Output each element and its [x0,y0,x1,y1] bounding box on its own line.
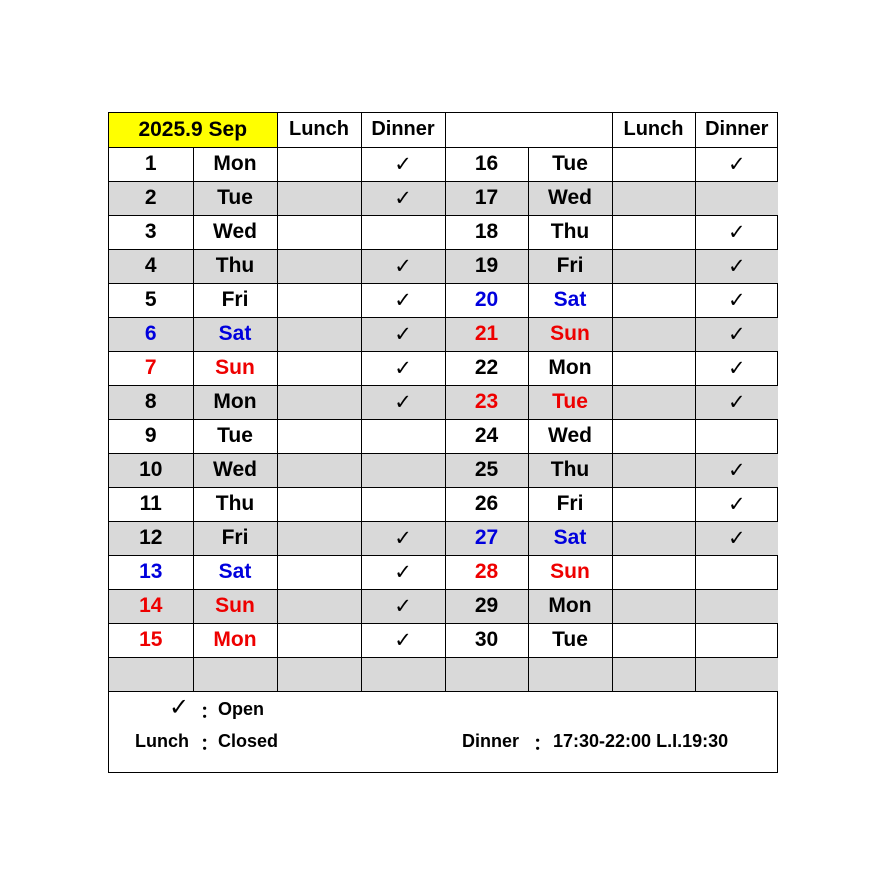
weekday: Wed [528,419,612,453]
table-row [109,351,778,385]
lunch-status [277,385,361,419]
dinner-status [361,419,445,453]
dinner-status: ✓ [695,521,778,555]
dinner-status: ✓ [361,589,445,623]
day-number: 27 [445,521,528,555]
calendar-schedule [108,112,778,773]
day-number: 15 [109,623,193,657]
weekday: Wed [528,181,612,215]
day-number: 3 [109,215,193,249]
header-blank-cell [445,113,528,147]
table-row [109,453,778,487]
dinner-status: ✓ [361,351,445,385]
weekday: Sun [528,555,612,589]
weekday: Mon [193,385,277,419]
lunch-status [277,589,361,623]
dinner-status: ✓ [695,283,778,317]
lunch-status [612,521,695,555]
table-row [109,623,778,657]
dinner-status: ✓ [361,317,445,351]
day-number: 30 [445,623,528,657]
dinner-status: ✓ [361,249,445,283]
legend-closed-label: Closed [218,730,279,751]
legend-separator: ： [200,700,220,723]
day-number: 13 [109,555,193,589]
weekday: Fri [193,521,277,555]
lunch-status [277,657,361,691]
lunch-status [612,555,695,589]
legend-separator: ： [533,732,553,755]
column-header-dinner: Dinner [361,113,445,147]
weekday: Sat [193,317,277,351]
day-number [445,657,528,691]
lunch-status [277,283,361,317]
lunch-status [277,317,361,351]
day-number: 7 [109,351,193,385]
weekday: Tue [528,623,612,657]
day-number: 19 [445,249,528,283]
legend-separator: ： [200,732,220,755]
lunch-status [612,385,695,419]
dinner-status: ✓ [695,249,778,283]
table-row [109,555,778,589]
table-row [109,249,778,283]
day-number: 10 [109,453,193,487]
lunch-status [612,249,695,283]
weekday: Thu [193,487,277,521]
weekday: Fri [528,249,612,283]
dinner-status [361,215,445,249]
weekday: Mon [528,351,612,385]
lunch-status [277,419,361,453]
dinner-status [695,181,778,215]
day-number: 6 [109,317,193,351]
legend [109,692,777,756]
table-row [109,487,778,521]
day-number: 16 [445,147,528,181]
lunch-status [277,623,361,657]
legend-dinner-hours: 17:30-22:00 L.I.19:30 [553,730,729,751]
table-row [109,181,778,215]
month-title: 2025.9 Sep [109,113,277,147]
weekday: Mon [528,589,612,623]
table-row [109,657,778,691]
weekday: Tue [193,181,277,215]
weekday: Wed [193,215,277,249]
day-number: 18 [445,215,528,249]
lunch-status [277,555,361,589]
weekday: Sun [193,351,277,385]
lunch-status [612,215,695,249]
dinner-status: ✓ [361,623,445,657]
day-number: 9 [109,419,193,453]
lunch-status [277,249,361,283]
day-number: 4 [109,249,193,283]
weekday: Thu [528,453,612,487]
dinner-status [695,419,778,453]
dinner-status [695,623,778,657]
legend-dinner-label: Dinner [462,730,520,751]
day-number: 17 [445,181,528,215]
lunch-status [277,215,361,249]
dinner-status: ✓ [695,317,778,351]
weekday: Sat [528,283,612,317]
schedule-table [109,113,778,692]
weekday: Tue [528,147,612,181]
day-number: 25 [445,453,528,487]
lunch-status [612,181,695,215]
day-number: 1 [109,147,193,181]
weekday: Sat [193,555,277,589]
lunch-status [612,419,695,453]
lunch-status [277,181,361,215]
lunch-status [277,351,361,385]
table-row [109,419,778,453]
dinner-status: ✓ [695,351,778,385]
weekday: Fri [193,283,277,317]
weekday: Sat [528,521,612,555]
table-row [109,385,778,419]
lunch-status [277,521,361,555]
column-header-dinner-2: Dinner [695,113,778,147]
day-number: 14 [109,589,193,623]
day-number: 8 [109,385,193,419]
day-number: 23 [445,385,528,419]
column-header-lunch: Lunch [277,113,361,147]
weekday: Fri [528,487,612,521]
table-row [109,215,778,249]
lunch-status [612,283,695,317]
day-number: 28 [445,555,528,589]
column-header-lunch-2: Lunch [612,113,695,147]
dinner-status [695,555,778,589]
weekday: Wed [193,453,277,487]
legend-check-icon: ✓ [169,693,190,721]
lunch-status [612,623,695,657]
day-number: 5 [109,283,193,317]
weekday: Sun [193,589,277,623]
lunch-status [277,147,361,181]
dinner-status: ✓ [695,147,778,181]
dinner-status: ✓ [361,181,445,215]
day-number: 11 [109,487,193,521]
day-number: 2 [109,181,193,215]
dinner-status: ✓ [695,453,778,487]
weekday [528,657,612,691]
dinner-status: ✓ [361,283,445,317]
weekday: Thu [528,215,612,249]
table-row [109,589,778,623]
dinner-status [361,487,445,521]
table-row [109,317,778,351]
header-row [109,113,778,147]
day-number: 29 [445,589,528,623]
legend-open-label: Open [218,698,265,719]
dinner-status: ✓ [695,385,778,419]
header-blank-cell [528,113,612,147]
day-number: 21 [445,317,528,351]
table-row [109,521,778,555]
day-number: 22 [445,351,528,385]
day-number [109,657,193,691]
weekday: Thu [193,249,277,283]
dinner-status: ✓ [695,215,778,249]
weekday: Sun [528,317,612,351]
lunch-status [612,317,695,351]
dinner-status [695,657,778,691]
weekday: Mon [193,147,277,181]
dinner-status: ✓ [695,487,778,521]
lunch-status [277,487,361,521]
dinner-status [361,453,445,487]
lunch-status [612,453,695,487]
table-row [109,283,778,317]
table-row [109,147,778,181]
dinner-status: ✓ [361,385,445,419]
dinner-status [695,589,778,623]
lunch-status [612,147,695,181]
lunch-status [277,453,361,487]
dinner-status: ✓ [361,521,445,555]
weekday: Tue [193,419,277,453]
dinner-status [361,657,445,691]
day-number: 26 [445,487,528,521]
lunch-status [612,589,695,623]
dinner-status: ✓ [361,147,445,181]
day-number: 24 [445,419,528,453]
day-number: 12 [109,521,193,555]
legend-lunch-label: Lunch [135,730,189,751]
lunch-status [612,487,695,521]
weekday: Tue [528,385,612,419]
weekday [193,657,277,691]
weekday: Mon [193,623,277,657]
dinner-status: ✓ [361,555,445,589]
lunch-status [612,657,695,691]
day-number: 20 [445,283,528,317]
lunch-status [612,351,695,385]
